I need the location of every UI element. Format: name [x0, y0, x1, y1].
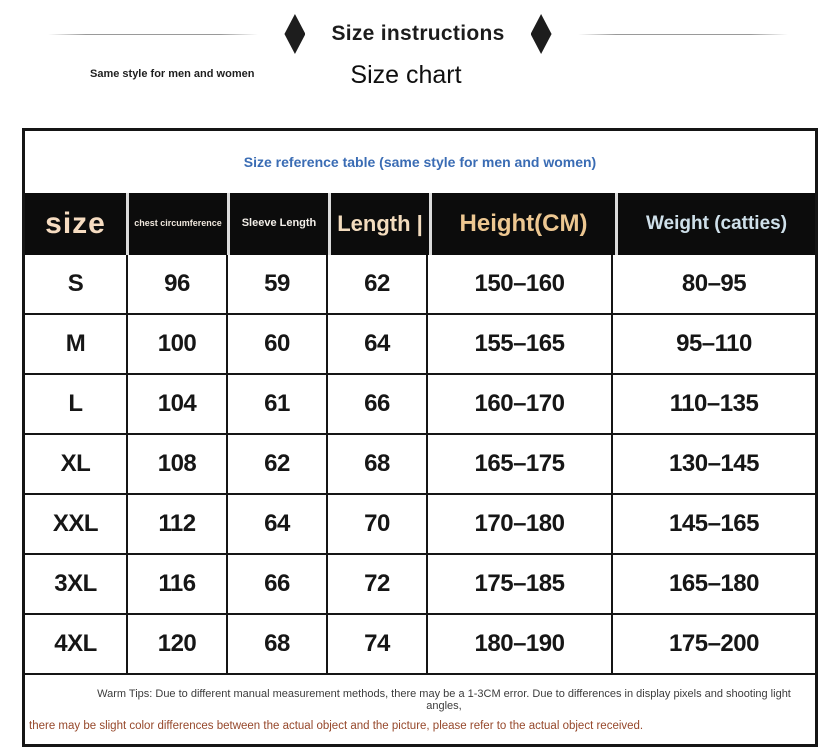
value-cell-2-5: 110–135 — [613, 375, 815, 433]
column-header-size: size — [25, 193, 126, 255]
value-cell-2-3: 66 — [328, 375, 426, 433]
table-caption: Size reference table (same style for men and women) — [243, 154, 597, 170]
tips-line1: Warm Tips: Due to different manual measurement methods, there may be a 1-3CM error. Due to differences in display pixels and shooting light angles, — [97, 688, 791, 712]
left-note: Same style for men and women — [90, 68, 255, 80]
value-cell-4-3: 70 — [328, 495, 426, 553]
value-cell-5-3: 72 — [328, 555, 426, 613]
value-cell-4-1: 112 — [128, 495, 226, 553]
size-cell-xl: XL — [25, 435, 126, 493]
value-cell-0-1: 96 — [128, 255, 226, 313]
value-cell-2-4: 160–170 — [428, 375, 611, 433]
value-cell-6-2: 68 — [228, 615, 326, 673]
value-cell-5-5: 165–180 — [613, 555, 815, 613]
header-band — [0, 13, 836, 55]
column-header-height-cm: Height(CM) — [432, 193, 615, 255]
value-cell-2-2: 61 — [228, 375, 326, 433]
page-subtitle: Size chart — [350, 61, 462, 89]
value-cell-6-1: 120 — [128, 615, 226, 673]
size-cell-3xl: 3XL — [25, 555, 126, 613]
decorative-rule-left — [48, 34, 258, 35]
value-cell-0-4: 150–160 — [428, 255, 611, 313]
diamond-icon-right — [531, 14, 552, 54]
value-cell-1-4: 155–165 — [428, 315, 611, 373]
table-body — [25, 255, 815, 673]
value-cell-1-5: 95–110 — [613, 315, 815, 373]
value-cell-5-1: 116 — [128, 555, 226, 613]
size-table — [22, 128, 818, 747]
tips-footer — [25, 673, 815, 744]
decorative-rule-right — [578, 34, 788, 35]
value-cell-1-1: 100 — [128, 315, 226, 373]
table-header-row — [25, 193, 815, 255]
tips-line2: there may be slight color differences between the actual object and the picture, please refer to the actual object received. — [29, 720, 644, 732]
value-cell-3-5: 130–145 — [613, 435, 815, 493]
band-title: Size instructions — [331, 22, 505, 45]
value-cell-0-3: 62 — [328, 255, 426, 313]
value-cell-4-5: 145–165 — [613, 495, 815, 553]
value-cell-6-3: 74 — [328, 615, 426, 673]
value-cell-2-1: 104 — [128, 375, 226, 433]
size-cell-l: L — [25, 375, 126, 433]
value-cell-4-2: 64 — [228, 495, 326, 553]
value-cell-3-2: 62 — [228, 435, 326, 493]
value-cell-0-2: 59 — [228, 255, 326, 313]
column-header-sleeve-length: Sleeve Length — [230, 193, 328, 255]
value-cell-4-4: 170–180 — [428, 495, 611, 553]
value-cell-6-4: 180–190 — [428, 615, 611, 673]
column-header-weight-catties: Weight (catties) — [618, 193, 815, 255]
value-cell-5-4: 175–185 — [428, 555, 611, 613]
value-cell-3-4: 165–175 — [428, 435, 611, 493]
column-header-length: Length | — [331, 193, 429, 255]
value-cell-0-5: 80–95 — [613, 255, 815, 313]
diamond-icon-left — [284, 14, 305, 54]
size-cell-xxl: XXL — [25, 495, 126, 553]
value-cell-3-3: 68 — [328, 435, 426, 493]
size-cell-m: M — [25, 315, 126, 373]
value-cell-6-5: 175–200 — [613, 615, 815, 673]
value-cell-1-3: 64 — [328, 315, 426, 373]
value-cell-5-2: 66 — [228, 555, 326, 613]
size-cell-s: S — [25, 255, 126, 313]
size-cell-4xl: 4XL — [25, 615, 126, 673]
value-cell-3-1: 108 — [128, 435, 226, 493]
table-caption-row — [25, 131, 815, 193]
value-cell-1-2: 60 — [228, 315, 326, 373]
column-header-chest-circumference: chest circumference — [129, 193, 227, 255]
